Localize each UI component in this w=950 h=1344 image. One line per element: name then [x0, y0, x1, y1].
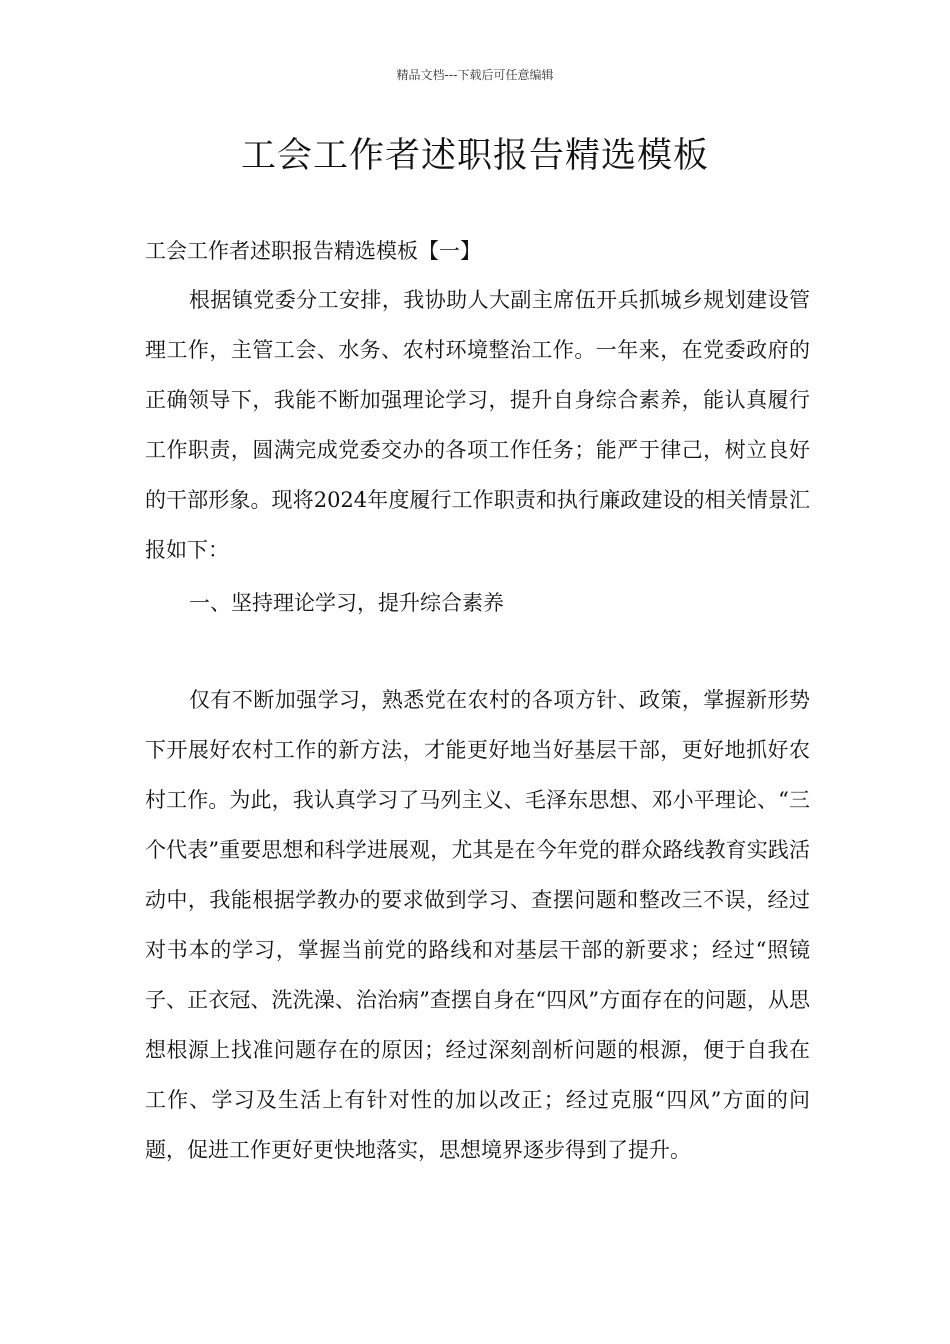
page-title: 工会工作者述职报告精选模板 [240, 136, 709, 176]
header-note: 精品文档---下载后可任意编辑 [396, 68, 554, 82]
paragraph-study: 仅有不断加强学习，熟悉党在农村的各项方针、政策，掌握新形势下开展好农村工作的新方法，才能更好地当好基层干部，更好地抓好农村工作。为此，我认真学习了马列主义、毛泽东思想、邓小平理论、“三个代表”重要思想和科学进展观，尤其是在今年党的群众路线教育实践活动中，我能根据学教办的要求做到学习、查摆问题和整改三不误，经过对书本的学习，掌握当前党的路线和对基层干部的新要求；经过“照镜子、正衣冠、洗洗澡、治治病”查摆自身在“四风”方面存在的问题，从思想根源上找准问题存在的原因；经过深刻剖析问题的根源，便于自我在工作、学习及生活上有针对性的加以改正；经过克服“四风”方面的问题，促进工作更好更快地落实，思想境界逐步得到了提升。 [145, 688, 810, 1162]
paragraph-intro: 根据镇党委分工安排，我协助人大副主席伍开兵抓城乡规划建设管理工作，主管工会、水务、农村环境整治工作。一年来，在党委政府的正确领导下，我能不断加强理论学习，提升自身综合素养，能认真履行工作职责，圆满完成党委交办的各项工作任务；能严于律己，树立良好的干部形象。现将2024年度履行工作职责和执行廉政建设的相关情景汇报如下： [145, 288, 810, 562]
section-subtitle: 工会工作者述职报告精选模板【一】 [145, 239, 481, 263]
section-heading: 一、坚持理论学习，提升综合素养 [189, 591, 504, 615]
